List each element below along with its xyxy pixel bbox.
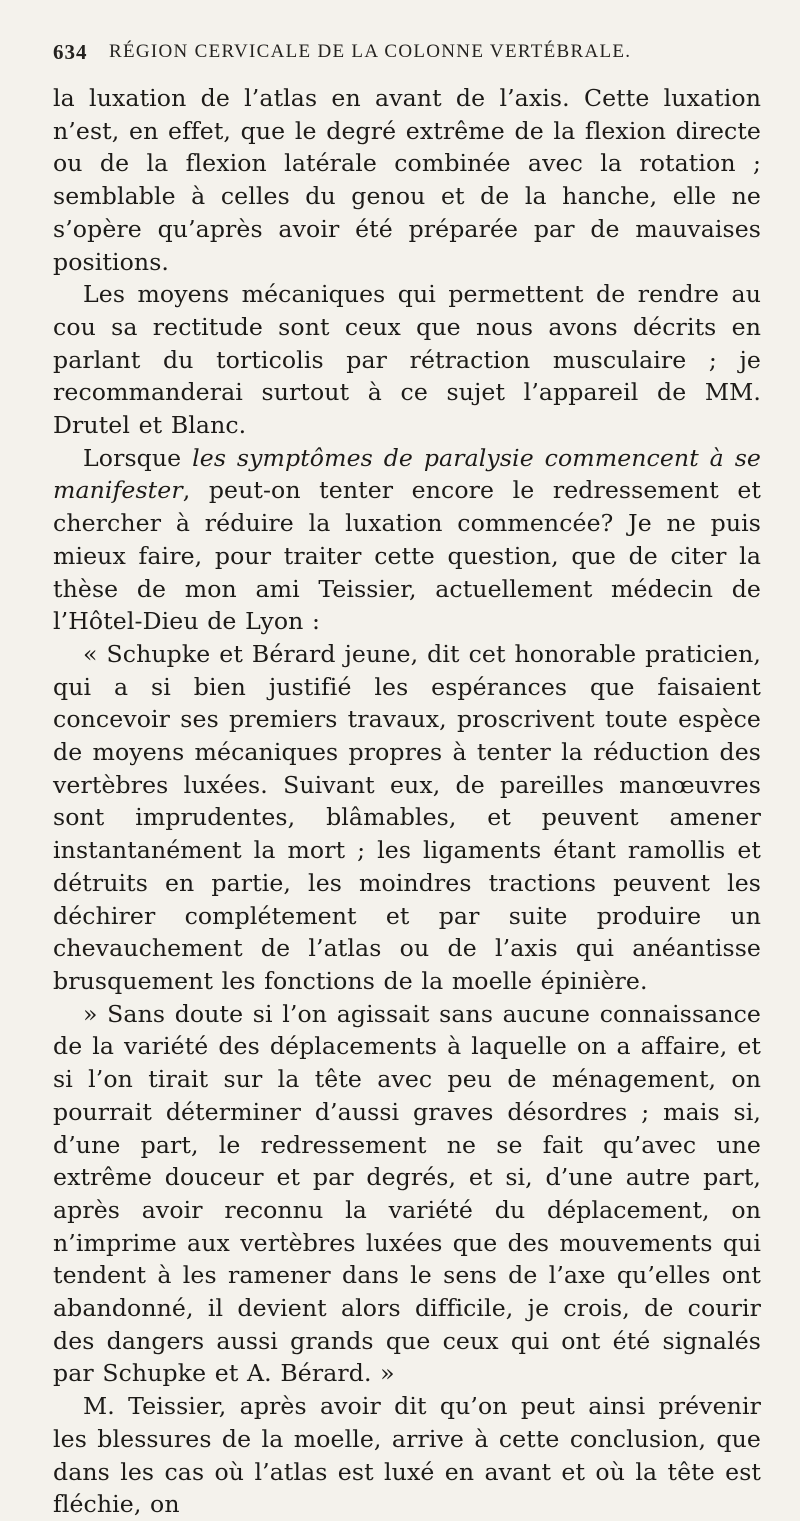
paragraph-rest: , peut-on tenter encore le redressement et chercher à réduire la luxation commencée? Je ne puis mieux faire, pour traiter cette question, que de citer la thèse de mon ami Teissier, actuellement médecin de l’Hôtel-Dieu de Lyon : — [53, 476, 761, 636]
running-head: RÉGION CERVICALE DE LA COLONNE VERTÉBRALE. — [109, 41, 632, 62]
paragraph-lead: Lorsque — [83, 443, 193, 472]
page-number: 634 — [53, 40, 88, 64]
paragraph-mechanical-means: Les moyens mécaniques qui permettent de rendre au cou sa rectitude sont ceux que nous avons décrits en parlant du torticolis par rétraction musculaire ; je recommanderai surtout à ce sujet l’appareil de MM. Drutel et Blanc. — [53, 280, 761, 440]
paragraph-paralysis-question — [53, 442, 761, 638]
quotation-paragraph-2: » Sans doute si l’on agissait sans aucune connaissance de la variété des déplacements à laquelle on a affaire, et si l’on tirait sur la tête avec peu de ménagement, on pourrait déterminer d’aussi graves désordres ; mais si, d’une part, le redressement ne se fait qu’avec une extrême douceur et par degrés, et si, d’une autre part, après avoir reconnu la variété du déplacement, on n’imprime aux vertèbres luxées que des mouvements qui tendent à les ramener dans le sens de l’axe qu’elles ont abandonné, il devient alors difficile, je crois, de courir des dangers aussi grands que ceux qui ont été signalés par Schupke et A. Bérard. » — [53, 999, 761, 1388]
italic-phrase: les symptômes de paralysie commencent à se manifester — [53, 443, 761, 505]
paragraph-teissier-conclusion: M. Teissier, après avoir dit qu’on peut ainsi prévenir les blessures de la moelle, arrive à cette conclusion, que dans les cas où l’atlas est luxé en avant et où la tête est fléchie, on — [53, 1392, 761, 1519]
page-header — [53, 42, 762, 82]
paragraph-continued: la luxation de l’atlas en avant de l’axis. Cette luxation n’est, en effet, que le degré extrême de la flexion directe ou de la flexion latérale combinée avec la rotation ; semblable à celles du genou et de la hanche, elle ne s’opère qu’après avoir été préparée par de mauvaises positions. — [53, 84, 761, 276]
body-text — [53, 82, 761, 1521]
quotation-paragraph-1: « Schupke et Bérard jeune, dit cet honorable praticien, qui a si bien justifié les espérances que faisaient concevoir ses premiers travaux, proscrivent toute espèce de moyens mécaniques propres à tenter la réduction des vertèbres luxées. Suivant eux, de pareilles manœuvres sont imprudentes, blâmables, et peuvent amener instantanément la mort ; les ligaments étant ramollis et détruits en partie, les moindres tractions peuvent les déchirer complétement et par suite produire un chevauchement de l’atlas ou de l’axis qui anéantisse brusquement les fonctions de la moelle épinière. — [53, 639, 761, 995]
